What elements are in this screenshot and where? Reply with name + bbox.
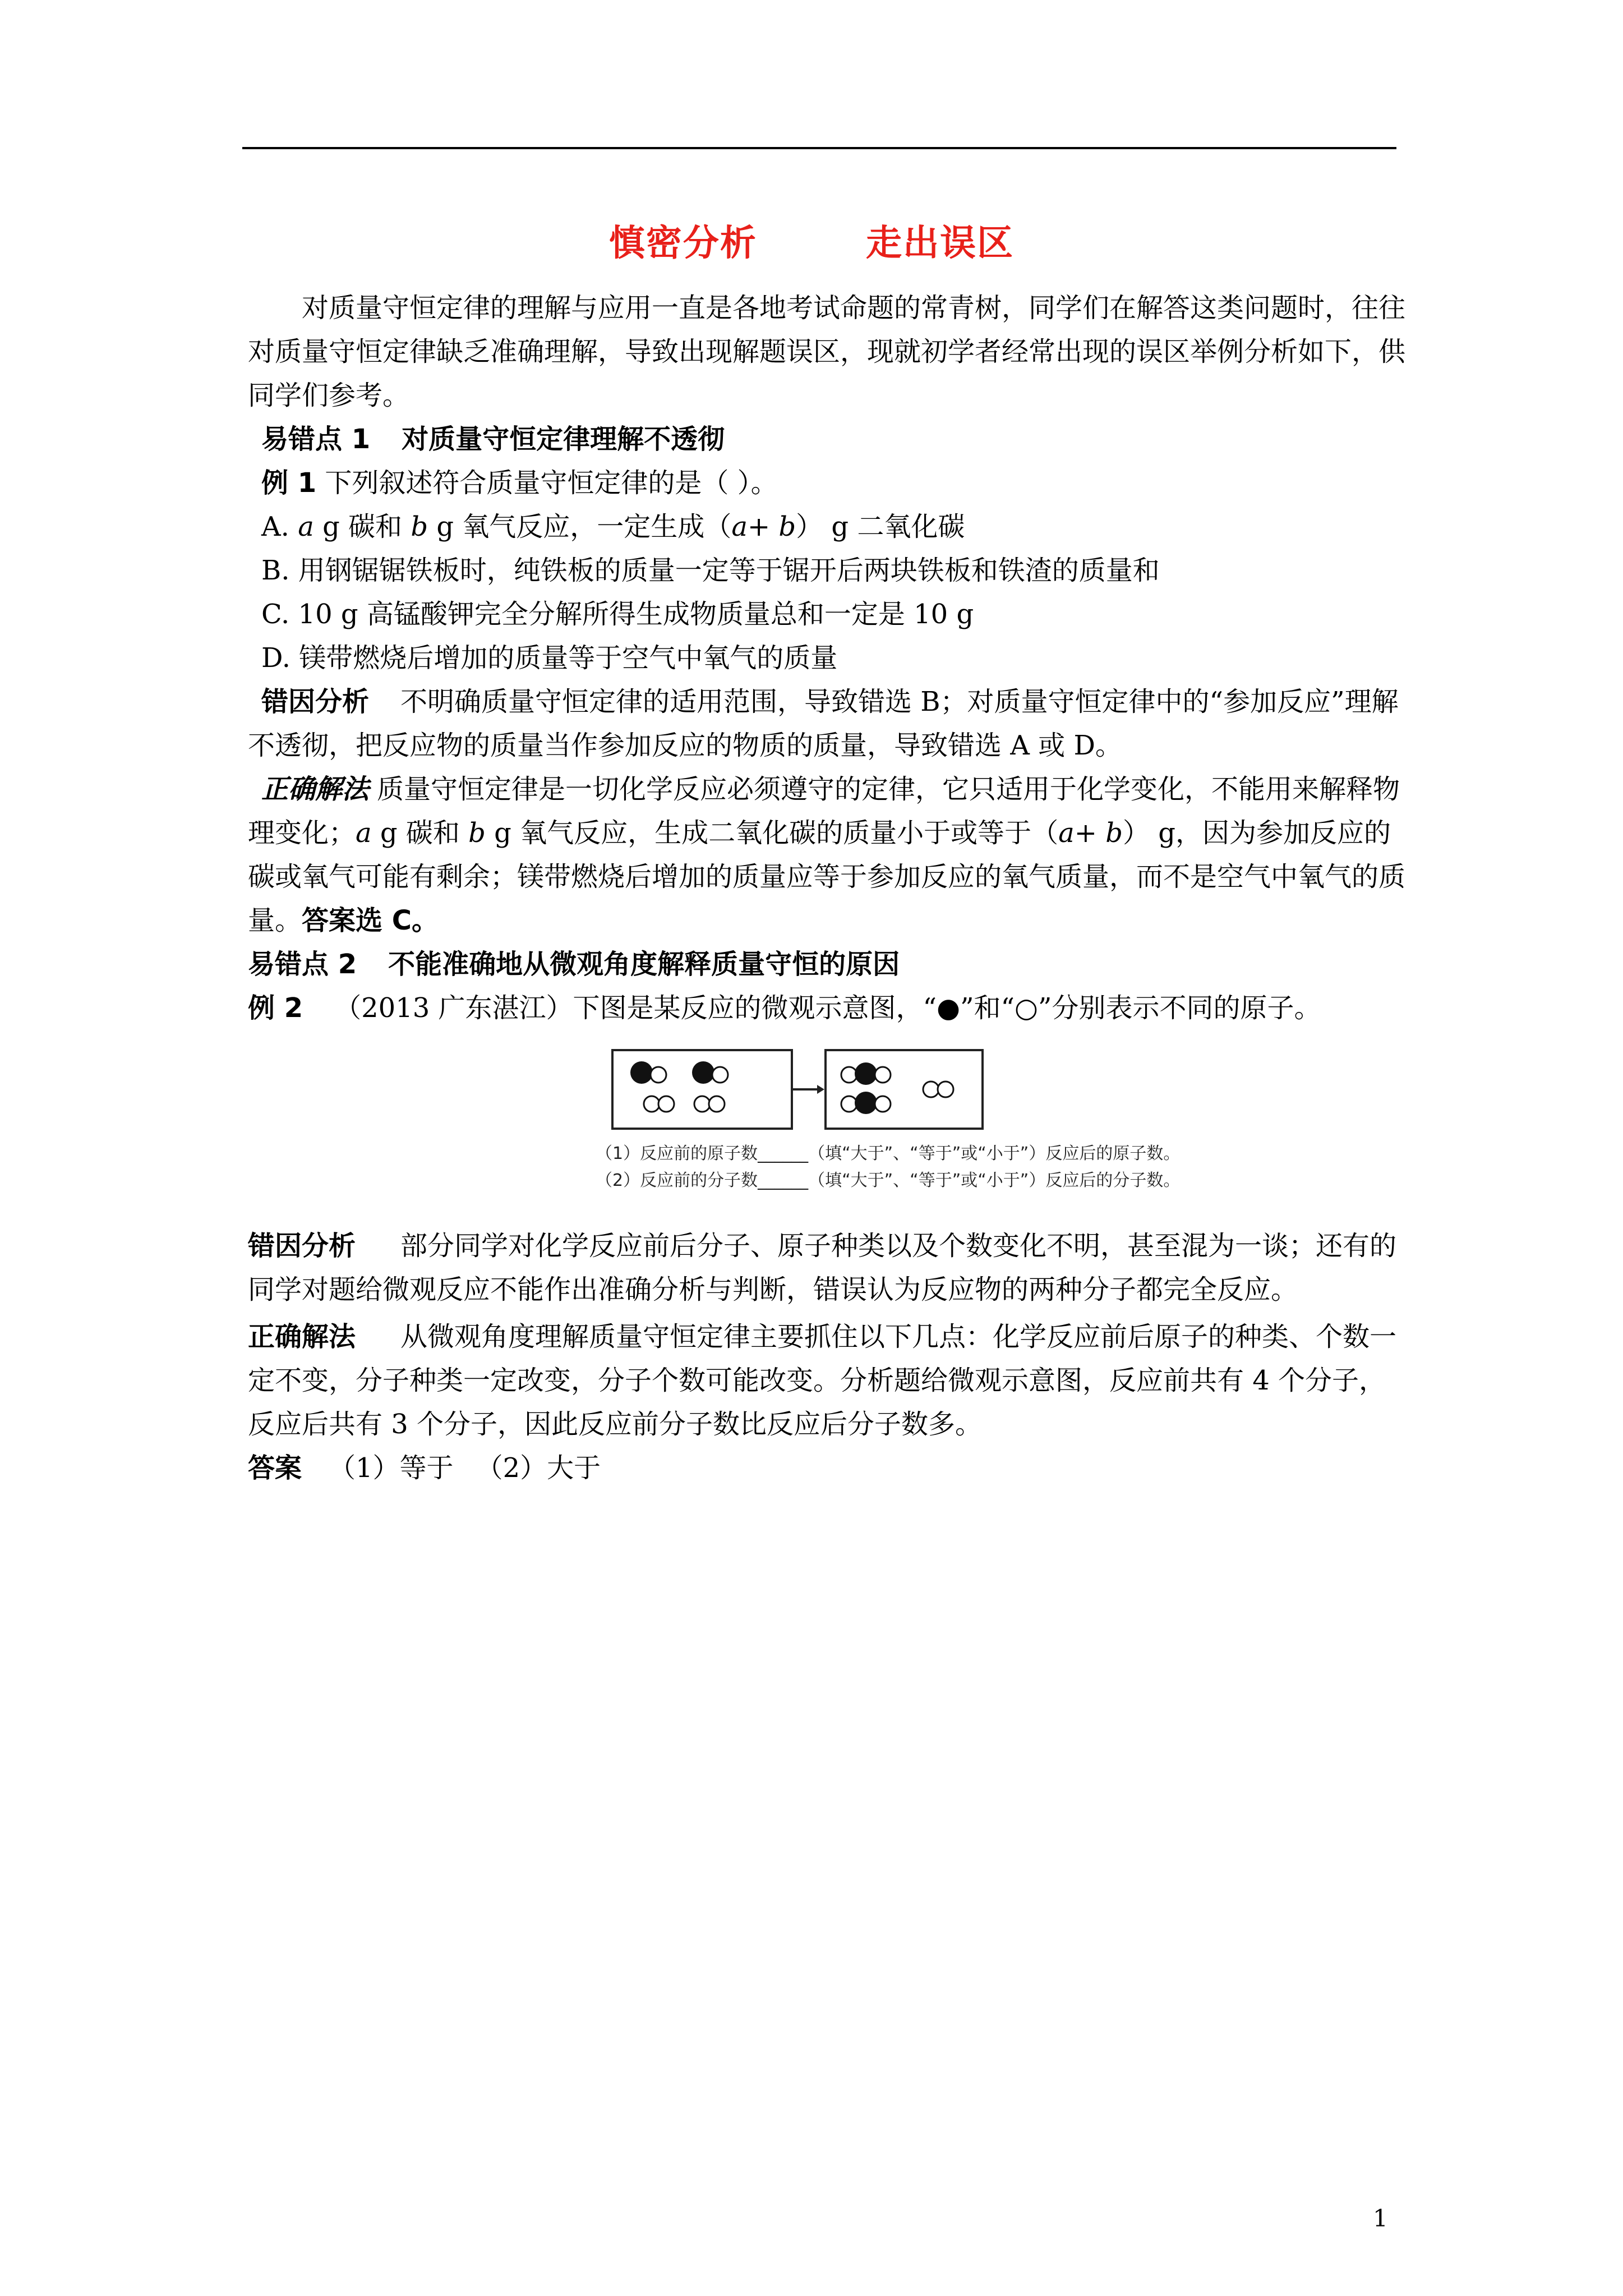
document-body (248, 286, 1407, 1490)
white-atom-icon (875, 1067, 891, 1083)
intro-paragraph: 对质量守恒定律的理解与应用一直是各地考试命题的常青树，同学们在解答这类问题时，往往对质量守恒定律缺乏准确理解，导致出现解题误区，现就初学者经常出现的误区举例分析如下，供同学们参考。 (248, 292, 1406, 411)
white-atom-icon (841, 1096, 857, 1112)
reaction-diagram-figure (596, 1046, 1235, 1197)
white-atom-icon (658, 1096, 674, 1112)
option-c: C. 10 g 高锰酸钾完全分解所得生成物质量总和一定是 10 g (261, 599, 974, 630)
option-b: B. 用钢锯锯铁板时，纯铁板的质量一定等于锯开后两块铁板和铁渣的质量和 (261, 555, 1160, 586)
white-atom-icon (841, 1067, 857, 1083)
option-a-text-1: g 碳和 (313, 511, 411, 542)
solution-2-text: 从微观角度理解质量守恒定律主要抓住以下几点：化学反应前后原子的种类、个数一定不变，分子种类一定改变，分子个数可能改变。分析题给微观示意图，反应前共有 4 个分子，反应后共有 3 个分子，因此反应前分子数比反应后分子数多。 (248, 1321, 1397, 1440)
answer-2-part2: （2）大于 (476, 1452, 601, 1484)
section2-heading-label: 易错点 2 (248, 949, 357, 980)
solution-1-var-a2: a (1058, 817, 1075, 849)
error-analysis-2-label: 错因分析 (248, 1230, 356, 1262)
solution-1-var-b2: b (1105, 817, 1123, 849)
answer-2-part1: （1）等于 (329, 1452, 454, 1484)
example2-text: （2013 广东湛江）下图是某反应的微观示意图，“●”和“○”分别表示不同的原子。 (334, 992, 1321, 1024)
figure-question-2: （2）反应前的分子数______（填“大于”、“等于”或“小于”）反应后的分子数。 (596, 1171, 1181, 1190)
error-analysis-2 (248, 1224, 1407, 1312)
black-atom-icon (855, 1092, 877, 1114)
option-d: D. 镁带燃烧后增加的质量等于空气中氧气的质量 (261, 642, 838, 674)
solution-1-text-1: 质量守恒定律是一切化学反应必须遵守的定律，它只适用于化学变化，不能用来解释物理变化； (248, 774, 1400, 849)
option-a-var-a: a (298, 511, 314, 542)
white-atom-icon (938, 1082, 953, 1097)
white-atom-icon (712, 1067, 728, 1083)
solution-1-text-4: ） g，因为参加反应的碳或氧气可能有剩余；镁带燃烧后增加的质量应等于参加反应的氧气质量，而不是空气中氧气的质量。 (248, 817, 1406, 936)
error-analysis-2-text: 部分同学对化学反应前后分子、原子种类以及个数变化不明，甚至混为一谈；还有的同学对题给微观反应不能作出准确分析与判断，错误认为反应物的两种分子都完全反应。 (248, 1230, 1397, 1305)
section1-heading-label: 易错点 1 (261, 424, 371, 455)
answer-2 (248, 1446, 1407, 1490)
white-atom-icon (694, 1096, 710, 1112)
arrow-right-icon (817, 1085, 824, 1094)
option-a-prefix: A. (261, 511, 298, 542)
solution-1-answer: 答案选 C。 (302, 905, 439, 936)
white-atom-icon (644, 1096, 660, 1112)
black-atom-icon (630, 1061, 653, 1084)
section2-heading-text: 不能准确地从微观角度解释质量守恒的原因 (388, 949, 900, 980)
answer-2-label: 答案 (248, 1452, 302, 1484)
white-atom-icon (709, 1096, 725, 1112)
solution-1-var-b: b (468, 817, 486, 849)
white-atom-icon (651, 1067, 666, 1083)
products-box (826, 1050, 983, 1129)
example1-text: 下列叙述符合质量守恒定律的是（ ）。 (325, 467, 778, 499)
error-analysis-1-label: 错因分析 (261, 686, 370, 717)
option-a-var-b: b (411, 511, 428, 542)
error-analysis-1 (248, 680, 1407, 767)
figure-question-1: （1）反应前的原子数______（填“大于”、“等于”或“小于”）反应后的原子数。 (596, 1144, 1181, 1163)
error-analysis-1-text: 不明确质量守恒定律的适用范围，导致错选 B；对质量守恒定律中的“参加反应”理解不透彻，把反应物的质量当作参加反应的物质的质量，导致错选 A 或 D。 (248, 686, 1399, 761)
example1-label: 例 1 (261, 467, 317, 499)
section1-heading-text: 对质量守恒定律理解不透彻 (402, 424, 725, 455)
solution-1-text-3: g 氧气反应，生成二氧化碳的质量小于或等于（ (485, 817, 1059, 849)
option-a-var-b2: b (778, 511, 796, 542)
option-a-var-a2: a (731, 511, 748, 542)
white-atom-icon (923, 1082, 939, 1097)
page-number: 1 (1373, 2205, 1388, 2232)
example2 (248, 986, 1407, 1030)
option-a (248, 505, 1407, 549)
white-atom-icon (875, 1096, 891, 1112)
solution-1-text-2: g 碳和 (371, 817, 469, 849)
solution-1-label: 正确解法 (261, 774, 370, 805)
option-a-plus: + (747, 511, 779, 542)
solution-2 (248, 1315, 1407, 1446)
black-atom-icon (692, 1061, 714, 1084)
solution-1-var-a: a (356, 817, 372, 849)
solution-2-label: 正确解法 (248, 1321, 356, 1352)
header-rule (242, 147, 1396, 149)
section1-heading (248, 417, 1407, 461)
reaction-diagram (596, 1046, 1235, 1197)
option-a-text-2: g 氧气反应，一定生成（ (428, 511, 732, 542)
page-title: 慎密分析 走出误区 (608, 223, 1015, 264)
option-a-text-3: ） g 二氧化碳 (796, 511, 965, 542)
section2-heading (248, 942, 1407, 986)
example2-label: 例 2 (248, 992, 303, 1024)
solution-1 (248, 767, 1407, 942)
solution-1-plus: + (1074, 817, 1106, 849)
black-atom-icon (855, 1062, 877, 1085)
example1 (248, 461, 1407, 505)
